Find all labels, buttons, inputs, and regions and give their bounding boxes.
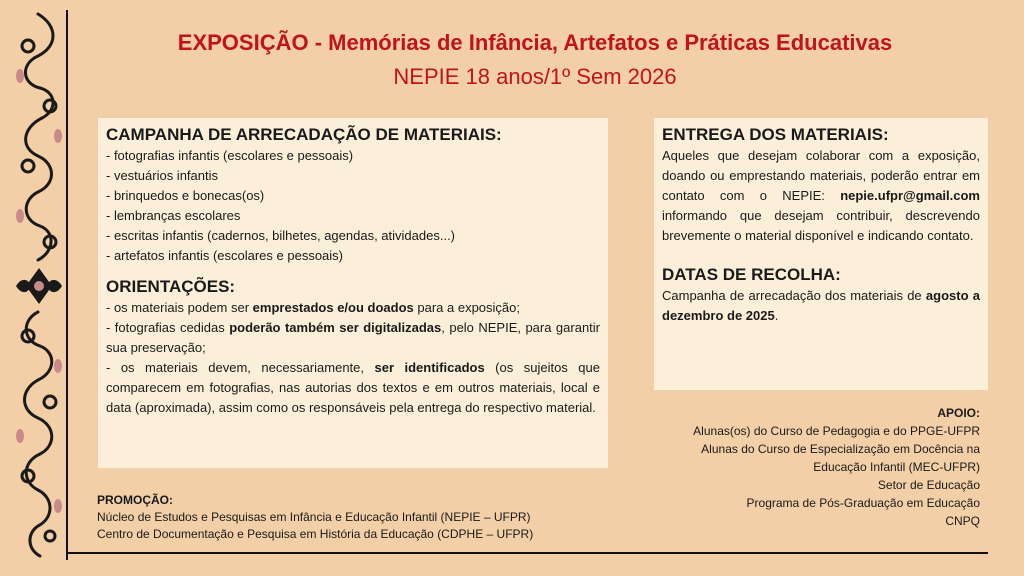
orientacao-3-text: - os materiais devem, necessariamente,	[106, 360, 375, 375]
campanha-item: - vestuários infantis	[106, 168, 218, 183]
campanha-item: - artefatos infantis (escolares e pessoais)	[106, 248, 343, 263]
entrega-text	[662, 146, 980, 246]
floral-ornament	[8, 6, 70, 566]
page-title: EXPOSIÇÃO - Memórias de Infância, Artefatos e Práticas Educativas	[177, 30, 893, 55]
orientacao-1-text: - os materiais podem ser	[106, 300, 253, 315]
apoio-line: Educação Infantil (MEC-UFPR)	[813, 460, 980, 474]
page-subtitle: NEPIE 18 anos/1º Sem 2026	[393, 64, 677, 89]
horizontal-divider	[66, 552, 988, 554]
orientacao-2	[106, 318, 600, 358]
datas-text-start: Campanha de arrecadação dos materiais de	[662, 288, 926, 303]
apoio-title: APOIO:	[937, 406, 980, 420]
orientacoes-title: ORIENTAÇÕES:	[106, 277, 236, 296]
promocao-section	[97, 492, 617, 543]
apoio-line: CNPQ	[945, 514, 980, 528]
promocao-title: PROMOÇÃO:	[97, 493, 173, 507]
apoio-line: Setor de Educação	[877, 478, 980, 492]
orientacao-2-emphasis: poderão também ser digitalizadas	[229, 320, 442, 335]
apoio-line: Alunas(os) do Curso de Pedagogia e do PPGE-UFPR	[693, 424, 980, 438]
entrega-panel	[654, 118, 988, 390]
apoio-section	[650, 404, 980, 530]
entrega-text-end: informando que desejam contribuir, descrevendo brevemente o material disponível e indicando contato.	[662, 208, 980, 243]
datas-text-end: .	[774, 308, 779, 323]
contact-email[interactable]: nepie.ufpr@gmail.com	[840, 188, 980, 203]
orientacao-2-text: - fotografias cedidas	[106, 320, 230, 335]
entrega-title: ENTREGA DOS MATERIAIS:	[662, 125, 889, 144]
campanha-panel	[98, 118, 608, 468]
entrega-text-start: Aqueles que desejam colaborar com a exposição, doando ou emprestando materiais, poderão entrar em contato com o NEPIE:	[662, 148, 980, 203]
campanha-item: - brinquedos e bonecas(os)	[106, 188, 265, 203]
datas-period: agosto a dezembro de 2025	[662, 288, 980, 323]
apoio-line: Programa de Pós-Graduação em Educação	[746, 496, 980, 510]
promocao-line: Núcleo de Estudos e Pesquisas em Infância e Educação Infantil (NEPIE – UFPR)	[97, 510, 531, 524]
campanha-title: CAMPANHA DE ARRECADAÇÃO DE MATERIAIS:	[106, 125, 502, 144]
datas-title: DATAS DE RECOLHA:	[662, 265, 841, 284]
datas-text	[662, 286, 980, 326]
vertical-divider	[66, 10, 68, 560]
orientacao-1-text-end: para a exposição;	[413, 300, 520, 315]
promocao-line: Centro de Documentação e Pesquisa em História da Educação (CDPHE – UFPR)	[97, 527, 534, 541]
orientacao-1-emphasis: emprestados e/ou doados	[252, 300, 414, 315]
orientacao-2-text-end: , pelo NEPIE, para garantir sua preservação;	[106, 320, 600, 355]
orientacao-3-emphasis: ser identificados	[374, 360, 485, 375]
campanha-item: - fotografias infantis (escolares e pessoais)	[106, 148, 354, 163]
orientacao-3	[106, 358, 600, 418]
campanha-item: - lembranças escolares	[106, 208, 241, 223]
apoio-line: Alunas do Curso de Especialização em Docência na	[701, 442, 980, 456]
orientacao-1	[106, 298, 600, 318]
campanha-item: - escritas infantis (cadernos, bilhetes, agendas, atividades...)	[106, 228, 456, 243]
orientacao-3-text-end: (os sujeitos que comparecem em fotografias, nas autorias dos textos e em outros materiais, local e data (aproximada), assim como os responsáveis pela entrega do respectivo material.	[106, 360, 600, 415]
